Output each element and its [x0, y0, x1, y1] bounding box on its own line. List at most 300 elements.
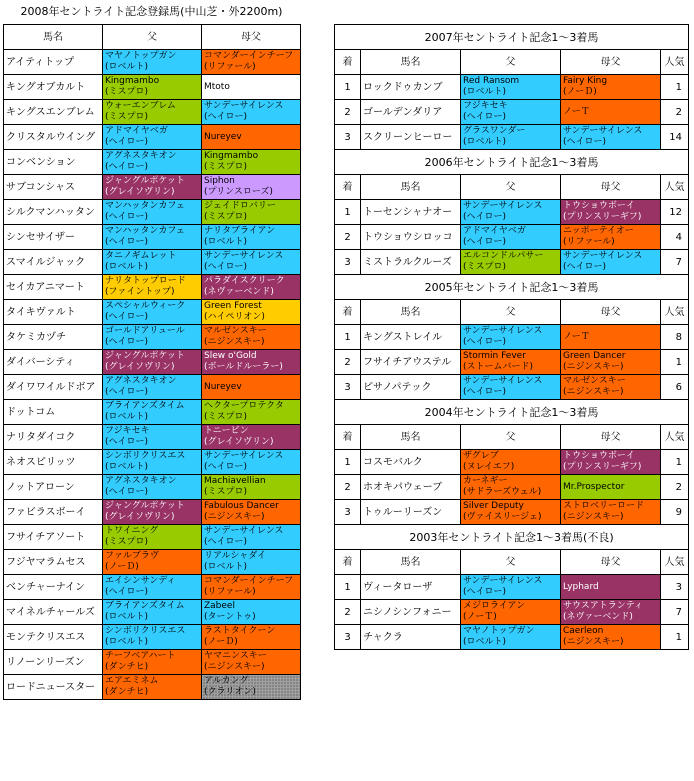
horse-name: ダイワワイルドボア	[4, 375, 103, 400]
sire-cell	[461, 225, 561, 250]
header-popularity: 人気	[661, 300, 689, 325]
sire-cell-line: アグネスタキオン	[105, 476, 177, 486]
sire-cell-line: (ヘイロー)	[105, 587, 149, 597]
sire-cell	[103, 325, 202, 350]
table-row	[4, 650, 301, 675]
sire-cell	[103, 300, 202, 325]
sire-cell	[461, 375, 561, 400]
dam-sire-cell	[561, 75, 661, 100]
dam-sire-cell	[561, 250, 661, 275]
dam-sire-cell	[202, 650, 301, 675]
dam-sire-cell	[202, 250, 301, 275]
dam-sire-cell-line: トニービン	[204, 426, 249, 436]
table-row	[4, 300, 301, 325]
sire-cell-line: マンハッタンカフェ	[105, 201, 185, 211]
sire-cell-line: エアエミネム	[105, 676, 159, 686]
finish-rank: 3	[335, 250, 361, 275]
header-rank: 着	[335, 425, 361, 450]
dam-sire-cell-line: (グレイソヴリン)	[204, 437, 274, 447]
dam-sire-cell-line: サンデーサイレンス	[204, 251, 284, 261]
dam-sire-cell-line: ヘクタープロテクタ	[204, 401, 284, 411]
dam-sire-cell-line: (ヘイロー)	[204, 462, 248, 472]
horse-name: ロードニュースター	[4, 675, 103, 700]
section-title-row	[335, 400, 689, 425]
sire-cell	[461, 200, 561, 225]
finish-rank: 2	[335, 100, 361, 125]
horse-name: ミストラルクルーズ	[361, 250, 461, 275]
header-sire: 父	[461, 300, 561, 325]
dam-sire-cell-line: (ニジンスキー)	[563, 362, 624, 372]
dam-sire-cell-line: (ネヴァーベンド)	[204, 287, 274, 297]
table-row	[4, 400, 301, 425]
dam-sire-cell-line: (ハイペリオン)	[204, 312, 265, 322]
sire-cell	[103, 525, 202, 550]
header-horse-name: 馬名	[361, 425, 461, 450]
sire-cell-line: トワイニング	[105, 526, 159, 536]
dam-sire-cell	[202, 300, 301, 325]
table-row	[4, 675, 301, 700]
sire-cell-line: (ヘイロー)	[463, 337, 507, 347]
sire-cell-line: (ダンチヒ)	[105, 687, 149, 697]
header-dam-sire: 母父	[561, 425, 661, 450]
horse-name: チャクラ	[361, 625, 461, 650]
finish-rank: 2	[335, 350, 361, 375]
sire-cell	[103, 350, 202, 375]
sire-cell-line: (ヘイロー)	[105, 437, 149, 447]
finish-rank: 1	[335, 75, 361, 100]
dam-sire-cell-line: ノーＴ	[563, 331, 590, 342]
section-header-row	[335, 550, 689, 575]
table-row	[335, 325, 689, 350]
finish-rank: 2	[335, 600, 361, 625]
dam-sire-cell-line: (ヘイロー)	[563, 137, 607, 147]
sire-cell-line: (ファイントップ)	[105, 287, 175, 297]
dam-sire-cell	[202, 500, 301, 525]
header-horse-name: 馬名	[361, 550, 461, 575]
sire-cell	[103, 75, 202, 100]
table-row	[335, 225, 689, 250]
sire-cell	[461, 100, 561, 125]
finish-rank: 1	[335, 200, 361, 225]
table-row	[335, 500, 689, 525]
header-popularity: 人気	[661, 175, 689, 200]
horse-name: タイキヴァルト	[4, 300, 103, 325]
header-popularity: 人気	[661, 425, 689, 450]
header-dam-sire: 母父	[561, 50, 661, 75]
popularity: 4	[661, 225, 689, 250]
dam-sire-cell-line: Nureyev	[204, 131, 242, 142]
header-horse-name: 馬名	[361, 50, 461, 75]
horse-name: スクリーンヒーロー	[361, 125, 461, 150]
dam-sire-cell-line: (ロベルト)	[204, 237, 248, 247]
sire-cell	[103, 450, 202, 475]
horse-name: フジヤマラムセス	[4, 550, 103, 575]
table-row	[335, 625, 689, 650]
dam-sire-cell-line: (ヘイロー)	[563, 262, 607, 272]
section-title-row	[335, 525, 689, 550]
sire-cell-line: エイシンサンディ	[105, 576, 176, 586]
sire-cell-line: ブライアンズタイム	[105, 601, 185, 611]
sire-cell-line: (ヘイロー)	[463, 387, 507, 397]
dam-sire-cell-line: マルゼンスキー	[563, 376, 626, 386]
horse-name: ヴィータローザ	[361, 575, 461, 600]
left-header-row	[4, 25, 301, 50]
horse-name: セイカアニマート	[4, 275, 103, 300]
dam-sire-cell-line: (ニジンスキー)	[563, 512, 624, 522]
dam-sire-cell-line: ラストタイクーン	[204, 626, 276, 636]
section-title-row	[335, 275, 689, 300]
dam-sire-cell-line: ナリタブライアン	[204, 226, 276, 236]
popularity: 2	[661, 475, 689, 500]
dam-sire-cell-line: サンデーサイレンス	[204, 451, 284, 461]
sire-cell	[103, 275, 202, 300]
dam-sire-cell-line: サンデーサイレンス	[204, 526, 284, 536]
sire-cell-line: (グレイソヴリン)	[105, 187, 175, 197]
horse-name: ファビラスボーイ	[4, 500, 103, 525]
dam-sire-cell-line: サンデーサイレンス	[563, 251, 643, 261]
dam-sire-cell-line: (ミスプロ)	[204, 212, 248, 222]
sire-cell	[103, 125, 202, 150]
horse-name: キングストレイル	[361, 325, 461, 350]
dam-sire-cell-line: Green Forest	[204, 301, 262, 311]
horse-name: キングオブカルト	[4, 75, 103, 100]
sire-cell-line: (ヘイロー)	[105, 212, 149, 222]
dam-sire-cell-line: (ミスプロ)	[204, 487, 248, 497]
dam-sire-cell-line: ジェイドロバリー	[204, 201, 276, 211]
sire-cell-line: フジキセキ	[105, 426, 150, 436]
sire-cell-line: (ロベルト)	[105, 612, 149, 622]
horse-name: タケミカヅチ	[4, 325, 103, 350]
dam-sire-cell-line: (プリンスリーギフ)	[563, 212, 642, 222]
dam-sire-cell-line: ヤマニンスキー	[204, 651, 267, 661]
sire-cell-line: アグネスタキオン	[105, 376, 177, 386]
section-header-row	[335, 300, 689, 325]
header-horse-name: 馬名	[361, 175, 461, 200]
horse-name: シンセサイザー	[4, 225, 103, 250]
sire-cell-line: アドマイヤベガ	[105, 126, 168, 136]
sire-cell	[461, 475, 561, 500]
sire-cell-line: (ミスプロ)	[463, 262, 507, 272]
sire-cell-line: (ロベルト)	[105, 412, 149, 422]
table-row	[4, 200, 301, 225]
dam-sire-cell	[561, 125, 661, 150]
horse-name: マイネルチャールズ	[4, 600, 103, 625]
sire-cell-line: (ミスプロ)	[105, 87, 149, 97]
popularity: 1	[661, 75, 689, 100]
popularity: 7	[661, 250, 689, 275]
table-row	[4, 375, 301, 400]
dam-sire-cell-line: (ニジンスキー)	[204, 512, 265, 522]
sire-cell-line: メジロライアン	[463, 601, 526, 611]
sire-cell-line: (ヘイロー)	[105, 312, 149, 322]
header-horse-name: 馬名	[361, 300, 461, 325]
horse-name: キングスエンブレム	[4, 100, 103, 125]
dam-sire-cell-line: サンデーサイレンス	[204, 101, 284, 111]
horse-name: リノーンリーズン	[4, 650, 103, 675]
dam-sire-cell	[561, 500, 661, 525]
header-sire: 父	[461, 550, 561, 575]
sire-cell-line: ジャングルポケット	[105, 351, 185, 361]
horse-name: サブコンシャス	[4, 175, 103, 200]
dam-sire-cell-line: (ニジンスキー)	[563, 387, 624, 397]
sire-cell	[103, 200, 202, 225]
sire-cell-line: (ロベルト)	[463, 137, 507, 147]
finish-rank: 2	[335, 225, 361, 250]
dam-sire-cell-line: (プリンスローズ)	[204, 187, 273, 197]
header-dam-sire: 母父	[202, 25, 301, 50]
dam-sire-cell	[561, 625, 661, 650]
dam-sire-cell	[561, 475, 661, 500]
dam-sire-cell-line: Machiavellian	[204, 476, 266, 486]
sire-cell-line: サンデーサイレンス	[463, 326, 543, 336]
dam-sire-cell-line: (リファール)	[204, 587, 256, 597]
header-horse-name: 馬名	[4, 25, 103, 50]
horse-name: ニシノシンフォニー	[361, 600, 461, 625]
sire-cell-line: (ロベルト)	[105, 262, 149, 272]
sire-cell-line: (ロベルト)	[105, 62, 149, 72]
finish-rank: 1	[335, 450, 361, 475]
dam-sire-cell-line: (リファール)	[204, 62, 256, 72]
dam-sire-cell-line: (ミスプロ)	[204, 412, 248, 422]
dam-sire-cell-line: Caerleon	[563, 626, 604, 636]
dam-sire-cell-line: (リファール)	[563, 237, 615, 247]
header-dam-sire: 母父	[561, 175, 661, 200]
dam-sire-cell	[561, 600, 661, 625]
header-sire: 父	[461, 175, 561, 200]
dam-sire-cell-line: Slew o'Gold	[204, 351, 257, 361]
section-title-row	[335, 25, 689, 50]
dam-sire-cell	[202, 175, 301, 200]
popularity: 1	[661, 450, 689, 475]
past-results-table	[334, 24, 689, 650]
horse-name: フサイチアソート	[4, 525, 103, 550]
sire-cell-line: (ミスプロ)	[105, 112, 149, 122]
table-row	[335, 100, 689, 125]
table-row	[4, 250, 301, 275]
dam-sire-cell	[202, 225, 301, 250]
sire-cell	[103, 400, 202, 425]
dam-sire-cell-line: Siphon	[204, 176, 235, 186]
section-title: 2007年セントライト記念1～3着馬	[335, 25, 689, 50]
sire-cell	[103, 500, 202, 525]
dam-sire-cell-line: リアルシャダイ	[204, 551, 267, 561]
sire-cell-line: (サドラーズウェル)	[463, 487, 542, 497]
dam-sire-cell-line: サンデーサイレンス	[563, 126, 643, 136]
sire-cell-line: (ヘイロー)	[105, 162, 149, 172]
horse-name: ベンチャーナイン	[4, 575, 103, 600]
table-row	[335, 375, 689, 400]
sire-cell-line: エルコンドルパサー	[463, 251, 544, 261]
finish-rank: 1	[335, 575, 361, 600]
table-row	[4, 475, 301, 500]
header-rank: 着	[335, 50, 361, 75]
sire-cell-line: (グレイソヴリン)	[105, 362, 175, 372]
table-row	[335, 125, 689, 150]
horse-name: ロックドゥカンブ	[361, 75, 461, 100]
left-title: 2008年セントライト記念登録馬(中山芝・外2200m)	[20, 5, 283, 18]
sire-cell-line: ザグレブ	[463, 451, 499, 461]
horse-name: トウショウシロッコ	[361, 225, 461, 250]
sire-cell	[103, 150, 202, 175]
sire-cell	[103, 175, 202, 200]
finish-rank: 1	[335, 325, 361, 350]
dam-sire-cell-line: Mr.Prospector	[563, 481, 625, 492]
dam-sire-cell-line: (ロベルト)	[204, 562, 248, 572]
section-header-row	[335, 425, 689, 450]
sire-cell-line: (グレイソヴリン)	[105, 512, 175, 522]
table-row	[335, 200, 689, 225]
table-row	[4, 150, 301, 175]
sire-cell-line: ゴールドアリュール	[105, 326, 185, 336]
table-row	[4, 550, 301, 575]
dam-sire-cell	[202, 275, 301, 300]
table-row	[4, 450, 301, 475]
sire-cell-line: (ロベルト)	[105, 637, 149, 647]
dam-sire-cell-line: コマンダーインチーフ	[204, 51, 294, 61]
dam-sire-cell-line: Zabeel	[204, 601, 235, 611]
sire-cell-line: Red Ransom	[463, 76, 520, 86]
horse-name: トゥルーリーズン	[361, 500, 461, 525]
sire-cell-line: スペシャルウィーク	[105, 301, 186, 311]
table-row	[4, 75, 301, 100]
horse-name: ホオキパウェーブ	[361, 475, 461, 500]
sire-cell-line: (ヘイロー)	[105, 137, 149, 147]
sire-cell-line: (ヘイロー)	[463, 587, 507, 597]
sire-cell-line: Kingmambo	[105, 76, 160, 86]
sire-cell-line: (ヌレイエフ)	[463, 462, 515, 472]
table-row	[4, 600, 301, 625]
dam-sire-cell-line: (ボールドルーラー)	[204, 362, 283, 372]
sire-cell	[103, 650, 202, 675]
sire-cell-line: Stormin Fever	[463, 351, 526, 361]
popularity: 14	[661, 125, 689, 150]
dam-sire-cell-line: ノーＴ	[563, 106, 590, 117]
table-row	[4, 350, 301, 375]
sire-cell-line: Silver Deputy	[463, 501, 524, 511]
finish-rank: 3	[335, 500, 361, 525]
dam-sire-cell	[202, 550, 301, 575]
dam-sire-cell	[202, 400, 301, 425]
table-row	[4, 175, 301, 200]
header-sire: 父	[103, 25, 202, 50]
sire-cell	[103, 550, 202, 575]
sire-cell-line: (ロベルト)	[463, 87, 507, 97]
table-row	[4, 625, 301, 650]
dam-sire-cell-line: (プリンスリーギフ)	[563, 462, 642, 472]
sire-cell-line: (ヘイロー)	[105, 237, 149, 247]
header-popularity: 人気	[661, 50, 689, 75]
dam-sire-cell-line: Kingmambo	[204, 151, 259, 161]
dam-sire-cell	[202, 475, 301, 500]
horse-name: アイティトップ	[4, 50, 103, 75]
sire-cell-line: ナリタトップロード	[105, 276, 186, 286]
dam-sire-cell-line: Mtoto	[204, 81, 230, 92]
horse-name: ダイバーシティ	[4, 350, 103, 375]
table-row	[335, 75, 689, 100]
dam-sire-cell	[561, 225, 661, 250]
dam-sire-cell-line: Green Dancer	[563, 351, 626, 361]
sire-cell	[461, 600, 561, 625]
dam-sire-cell-line: パラダイスクリーク	[204, 276, 285, 286]
sire-cell	[103, 50, 202, 75]
sire-cell-line: (ストームバード)	[463, 362, 534, 372]
header-rank: 着	[335, 175, 361, 200]
table-row	[335, 475, 689, 500]
dam-sire-cell	[561, 100, 661, 125]
horse-name: ナリタダイコク	[4, 425, 103, 450]
dam-sire-cell-line: マルゼンスキー	[204, 326, 267, 336]
table-row	[4, 575, 301, 600]
popularity: 1	[661, 350, 689, 375]
dam-sire-cell	[202, 425, 301, 450]
dam-sire-cell	[202, 375, 301, 400]
header-dam-sire: 母父	[561, 550, 661, 575]
sire-cell	[103, 375, 202, 400]
horse-name: ネオスピリッツ	[4, 450, 103, 475]
sire-cell-line: サンデーサイレンス	[463, 201, 543, 211]
dam-sire-cell-line: トウショウボーイ	[563, 201, 635, 211]
horse-name: コンベンション	[4, 150, 103, 175]
dam-sire-cell-line: (ミスプロ)	[204, 162, 248, 172]
sire-cell-line: ブライアンズタイム	[105, 401, 185, 411]
finish-rank: 3	[335, 375, 361, 400]
popularity: 7	[661, 600, 689, 625]
dam-sire-cell-line: ニッポーテイオー	[563, 226, 634, 236]
sire-cell-line: (ロベルト)	[105, 462, 149, 472]
sire-cell-line: (ミスプロ)	[105, 537, 149, 547]
header-rank: 着	[335, 300, 361, 325]
popularity: 9	[661, 500, 689, 525]
sire-cell-line: チーフベアハート	[105, 651, 176, 661]
sire-cell	[103, 675, 202, 700]
finish-rank: 3	[335, 125, 361, 150]
dam-sire-cell-line: (ネヴァーベンド)	[563, 612, 633, 622]
sire-cell-line: (ロベルト)	[463, 637, 507, 647]
horse-name: シルクマンハッタン	[4, 200, 103, 225]
finish-rank: 2	[335, 475, 361, 500]
horse-name: ゴールデンダリア	[361, 100, 461, 125]
dam-sire-cell	[561, 200, 661, 225]
popularity: 12	[661, 200, 689, 225]
sire-cell	[461, 125, 561, 150]
dam-sire-cell	[202, 125, 301, 150]
table-row	[4, 525, 301, 550]
registered-horses-table	[3, 24, 301, 700]
dam-sire-cell	[561, 350, 661, 375]
dam-sire-cell-line: (ヘイロー)	[204, 262, 248, 272]
dam-sire-cell-line: コマンダーインチーフ	[204, 576, 294, 586]
header-sire: 父	[461, 425, 561, 450]
horse-name: モンテクリスエス	[4, 625, 103, 650]
header-rank: 着	[335, 550, 361, 575]
sire-cell	[103, 575, 202, 600]
section-header-row	[335, 175, 689, 200]
sire-cell-line: (ノーＴ)	[463, 612, 497, 622]
dam-sire-cell-line: (ノーＤ)	[204, 637, 238, 647]
sire-cell-line: ファルブラヴ	[105, 551, 159, 561]
sire-cell	[103, 425, 202, 450]
dam-sire-cell	[561, 450, 661, 475]
dam-sire-cell-line: (ノーＤ)	[563, 87, 597, 97]
right-panel	[334, 24, 688, 650]
sire-cell-line: ウォーエンブレム	[105, 101, 176, 111]
sire-cell-line: (ヘイロー)	[105, 337, 149, 347]
sire-cell-line: (ノーＤ)	[105, 562, 139, 572]
sire-cell-line: (ヴァイスリージェ)	[463, 512, 542, 522]
dam-sire-cell	[202, 200, 301, 225]
dam-sire-cell-line: Nureyev	[204, 381, 242, 392]
sire-cell-line: タニノギムレット	[105, 251, 177, 261]
